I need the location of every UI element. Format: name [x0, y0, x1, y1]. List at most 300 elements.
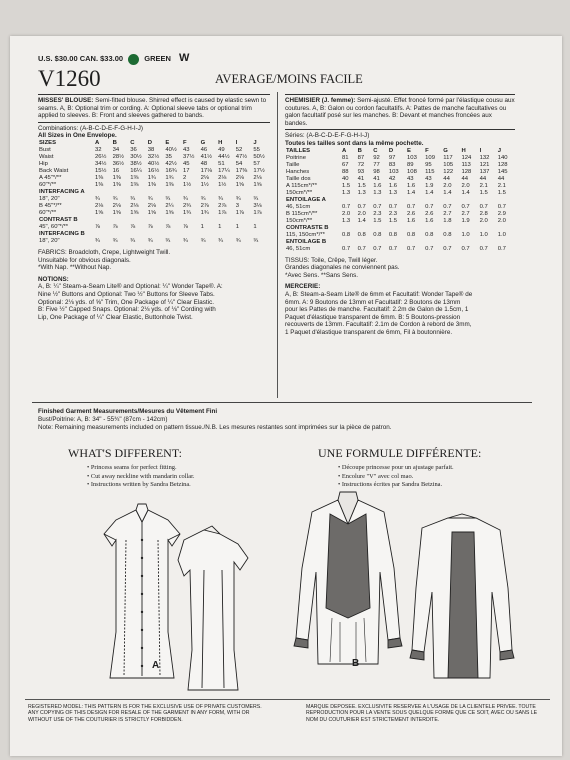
notions-line: A, B: ¼" Steam-a-Seam Lite® and Optional: ¼" Wonder Tape®. A: [38, 283, 223, 291]
table-cell: 2.0 [497, 217, 506, 224]
table-cell: 145 [497, 168, 508, 175]
table-cell: C [373, 147, 378, 154]
table-cell: 2¾ [182, 202, 192, 209]
fabrics-line: FABRICS: Broadcloth, Crepe, Lightweight Twill. [38, 248, 171, 256]
table-cell: 1½ [200, 181, 209, 188]
view-b-blouse-illustration [272, 488, 522, 696]
table-cell: ¾ [218, 237, 224, 244]
yardage-row [38, 196, 270, 203]
table-cell: 1½ [218, 181, 227, 188]
envelope-note: All Sizes in One Envelope. [38, 132, 117, 140]
table-cell: 109 [425, 154, 435, 161]
table-cell: 1⅜ [95, 174, 104, 181]
view-a-label: A [152, 660, 160, 671]
table-cell: 30½ [130, 153, 142, 160]
notions-line: pour les Pattes de manche. Facultatif: 2.2m de Galon de 1.5cm, 1 [285, 306, 469, 314]
table-cell: 43 [407, 175, 414, 182]
table-cell: 43 [425, 175, 432, 182]
table-cell: 2⅛ [218, 174, 227, 181]
section-heading-row [38, 217, 270, 224]
table-cell: 0.7 [357, 203, 366, 210]
table-cell: 1.9 [461, 217, 470, 224]
table-cell: 2.6 [407, 210, 416, 217]
description [285, 97, 515, 127]
table-cell: J [497, 147, 501, 154]
row-label: Taille [286, 161, 300, 168]
row-label: Poitrine [286, 154, 306, 161]
bullet-item: • Cut away neckline with mandarin collar. [87, 472, 195, 480]
series: Séries: (A-B-C-D-E-F-G-H-I-J) [285, 132, 370, 140]
section-heading: CONTRAST B [39, 216, 78, 223]
table-cell: 41 [373, 175, 380, 182]
table-cell: 122 [443, 168, 454, 175]
table-cell: 1½ [182, 181, 192, 188]
table-cell: 0.7 [461, 203, 470, 210]
table-cell: A [342, 147, 347, 154]
yardage-row [285, 218, 515, 225]
table-cell: A [95, 139, 100, 146]
measurement-row [285, 176, 515, 183]
fabrics-line: Unsuitable for obvious diagonals. [38, 256, 131, 264]
table-cell: ¾ [130, 237, 136, 244]
table-cell: H [461, 147, 466, 154]
section-heading-row [285, 225, 515, 232]
table-cell: 113 [461, 161, 471, 168]
measurement-row [38, 154, 270, 161]
notions-line: 6mm. A: 9 Boutons de 13mm et Facultatif: 2 Boutons de 13mm [285, 298, 461, 306]
table-cell: 41½ [200, 153, 213, 160]
table-cell: 40½ [165, 146, 177, 153]
notions-line: A, B: Steam-a-Seam Lite® de 6mm et Facultatif: Wonder Tape® de [285, 290, 473, 298]
section-heading-row [38, 189, 270, 196]
fabrics [38, 249, 270, 272]
table-cell: ¾ [147, 237, 153, 244]
measurement-row [285, 162, 515, 169]
table-cell: 38½ [130, 160, 142, 167]
table-cell: 0.8 [388, 231, 398, 238]
table-cell: 1⅜ [147, 181, 156, 188]
price-line [38, 52, 189, 65]
table-cell: 103 [407, 154, 417, 161]
row-label: 46, 51cm [286, 203, 311, 210]
table-cell: 1⅞ [235, 209, 244, 216]
table-cell: ⅞ [147, 223, 153, 230]
table-cell: 46 [200, 146, 208, 153]
yardage-row [285, 204, 515, 211]
table-cell: 35 [165, 153, 172, 160]
table-cell: 2.7 [443, 210, 452, 217]
table-cell: 88 [342, 168, 349, 175]
table-cell: 17¼ [218, 167, 230, 174]
table-cell: 1.6 [425, 217, 434, 224]
table-cell: 1.5 [357, 182, 366, 189]
table-cell: B [112, 139, 117, 146]
table-cell: 0.7 [425, 203, 434, 210]
yardage-row [285, 190, 515, 197]
table-cell: 2.1 [497, 182, 506, 189]
table-cell: 2¼ [165, 202, 174, 209]
table-cell: 1⅝ [147, 209, 156, 216]
divider [38, 94, 270, 95]
yardage-row [38, 175, 270, 182]
yardage-row [285, 246, 515, 253]
table-cell: 2.0 [342, 210, 351, 217]
table-cell: ⅞ [165, 223, 171, 230]
table-cell: 2.6 [425, 210, 434, 217]
table-cell: ⅞ [182, 223, 188, 230]
table-cell: 2.1 [479, 182, 488, 189]
table-cell: 2.0 [479, 217, 488, 224]
row-label: 60"*/** [39, 181, 57, 188]
table-cell: 1 [253, 223, 257, 230]
divider [285, 129, 515, 130]
table-cell: E [165, 139, 170, 146]
table-cell: 1.3 [342, 189, 351, 196]
table-cell: 2.3 [388, 210, 398, 217]
table-cell: I [479, 147, 482, 154]
table-cell: F [182, 139, 187, 146]
table-cell: ¾ [182, 195, 188, 202]
table-cell: 42 [388, 175, 396, 182]
table-cell: 0.7 [497, 203, 506, 210]
table-cell: 1 [235, 223, 240, 230]
table-cell: 0.7 [373, 245, 382, 252]
table-cell: 52 [235, 146, 243, 153]
table-cell: 121 [479, 161, 490, 168]
table-cell: ¾ [165, 237, 171, 244]
notions-line: recouverts de 13mm. Facultatif: 2.1m de Cordon à rebord de 3mm, [285, 321, 472, 329]
table-cell: 47½ [235, 153, 248, 160]
table-cell: ⅞ [130, 223, 136, 230]
table-cell: 1¾ [147, 174, 156, 181]
table-cell: 108 [407, 168, 417, 175]
row-label: Hip [39, 160, 48, 167]
table-cell: 40 [342, 175, 349, 182]
table-cell: 0.7 [373, 203, 382, 210]
table-cell: 1⅜ [130, 174, 139, 181]
table-cell: 0.7 [342, 203, 351, 210]
row-label: Taille dos [286, 175, 311, 182]
table-cell: 44 [461, 175, 468, 182]
table-cell: 0.8 [373, 231, 382, 238]
view-b-label: B [352, 658, 360, 669]
table-cell: E [407, 147, 411, 154]
table-cell: 1¾ [165, 174, 174, 181]
table-cell: 2⅞ [218, 202, 227, 209]
table-cell: 1.4 [407, 189, 416, 196]
formule-list [338, 464, 454, 490]
table-cell: 1.6 [407, 182, 416, 189]
table-cell: 1.3 [357, 189, 366, 196]
table-cell: 48 [200, 160, 208, 167]
fabrics-line: *With Nap. **Without Nap. [38, 264, 112, 272]
table-cell: 1.9 [425, 182, 434, 189]
table-cell: 17⅜ [235, 167, 248, 174]
finished-measurements [38, 408, 518, 431]
table-cell: 1⅜ [165, 181, 174, 188]
section-heading: ENTOILAGE A [286, 196, 326, 203]
table-cell: 0.8 [407, 231, 416, 238]
table-cell: 77 [373, 161, 380, 168]
measurement-row [38, 161, 270, 168]
table-cell: H [218, 139, 223, 146]
table-cell: 1.5 [388, 217, 398, 224]
table-cell: G [200, 139, 206, 146]
table-cell: 1.0 [461, 231, 470, 238]
table-cell: 1⅜ [112, 174, 121, 181]
table-cell: 72 [357, 161, 365, 168]
notions-title: MERCERIE: [285, 283, 321, 291]
table-cell: 57 [253, 160, 260, 167]
table-cell: 1 [218, 223, 222, 230]
table-cell: 128 [497, 161, 508, 168]
measurement-row [285, 155, 515, 162]
table-cell: 0.8 [425, 231, 434, 238]
table-cell: 44 [443, 175, 450, 182]
table-cell: 26½ [95, 153, 107, 160]
size-table [38, 140, 270, 245]
row-label: A 45"*/** [39, 174, 62, 181]
fabrics [285, 257, 515, 280]
pattern-number: V1260 [38, 66, 101, 91]
bullet-item: • Instructions written by Sandra Betzina. [87, 481, 191, 488]
table-cell: 1.4 [425, 189, 434, 196]
table-cell: 1.5 [497, 189, 506, 196]
table-cell: 1.5 [479, 189, 488, 196]
table-cell: ¾ [253, 237, 259, 244]
row-label: SIZES [39, 139, 57, 146]
yardage-row [38, 224, 270, 231]
table-cell: 17⅛ [200, 167, 213, 174]
yardage-row [38, 182, 270, 189]
table-cell: 1⅞ [218, 209, 227, 216]
section-heading: INTERFACING A [39, 188, 85, 195]
table-cell: 0.8 [443, 231, 452, 238]
table-cell: 16½ [147, 167, 160, 174]
table-cell: ¾ [130, 195, 136, 202]
table-cell: 1.3 [342, 217, 351, 224]
notions [285, 283, 515, 336]
row-label: 60"*/** [39, 209, 57, 216]
table-cell: 128 [461, 168, 472, 175]
yardage-row [285, 232, 515, 239]
table-cell: 50½ [253, 153, 265, 160]
table-cell: 36½ [112, 160, 125, 167]
footer-english: REGISTERED MODEL: THIS PATTERN IS FOR THE EXCLUSIVE USE OF PRIVATE CUSTOMERS. ANY COPYING OF THIS DESIGN FOR RESALE OF THE GARMENT IN ANY FORM, WITH OR WITHOUT USE OF THE COUTURIER IS STRICTLY FORBIDDEN. [28, 704, 262, 723]
table-cell: 0.7 [425, 245, 434, 252]
row-label: Bust [39, 146, 51, 153]
row-label: Waist [39, 153, 54, 160]
table-cell: 89 [407, 161, 414, 168]
table-cell: ¾ [253, 195, 259, 202]
bullet-item: • Découpe princesse pour un ajustage parfait. [338, 464, 454, 471]
table-cell: I [235, 139, 238, 146]
fabrics-line: Grandes diagonales ne conviennent pas. [285, 264, 400, 272]
table-cell: 1.0 [497, 231, 506, 238]
table-cell: 0.8 [342, 231, 351, 238]
table-cell: 44½ [218, 153, 230, 160]
notions [38, 276, 270, 322]
table-cell: 1.0 [479, 231, 488, 238]
table-cell: 2.0 [443, 182, 452, 189]
table-cell: 32 [95, 146, 102, 153]
table-cell: ¾ [200, 237, 206, 244]
difficulty-level: AVERAGE/MOINS FACILE [215, 72, 363, 86]
table-cell: 1⅝ [253, 181, 262, 188]
table-cell: 0.7 [461, 245, 470, 252]
measurement-row [38, 147, 270, 154]
table-cell: 0.7 [479, 203, 488, 210]
envelope-note: Toutes les tailles sont dans la même pochette. [285, 139, 424, 147]
row-label: B 115cm*/** [286, 210, 318, 217]
table-cell: 1⅝ [165, 209, 174, 216]
table-cell: C [130, 139, 135, 146]
table-cell: J [253, 139, 257, 146]
row-label: 115, 150cm*/** [286, 231, 325, 238]
table-cell: 49 [218, 146, 225, 153]
bullet-item: • Instructions écrites par Sandra Betzina. [338, 481, 443, 488]
row-label: 46, 51cm [286, 245, 311, 252]
section-heading-row [38, 231, 270, 238]
notions-line: 1 Paquet d'élastique transparent de 6mm, Fil à boutonnière. [285, 328, 453, 336]
table-cell: 3⅛ [253, 202, 262, 209]
table-cell: 16 [112, 167, 120, 174]
table-cell: 1.6 [407, 217, 416, 224]
row-label: Hanches [286, 168, 310, 175]
section-divider [32, 402, 532, 403]
table-cell: 17 [182, 167, 190, 174]
row-label: A 115cm*/** [286, 182, 317, 189]
table-cell: ¾ [147, 195, 153, 202]
table-cell: 37½ [182, 153, 195, 160]
table-cell: 16¼ [130, 167, 142, 174]
section-heading: INTERFACING B [39, 230, 85, 237]
table-cell: 32½ [147, 153, 160, 160]
table-cell: 67 [342, 161, 349, 168]
table-cell: 2⅛ [130, 202, 139, 209]
table-cell: 17½ [253, 167, 265, 174]
table-cell: 34½ [95, 160, 107, 167]
yardage-row [38, 203, 270, 210]
footer-french: MARQUE DEPOSEE. EXCLUSIVITE RESERVEE A L'USAGE DE LA CLIENTELE PRIVEE. TOUTE REPRODUCTION POUR LA VENTE SOUS QUELQUE FORME QUE CE SOIT, AVEC OU SANS LE NOM DU COUTURIER EST STRICTEMENT INTERDITE. [306, 704, 538, 723]
table-cell: 137 [479, 168, 490, 175]
table-cell: 1.4 [443, 189, 452, 196]
table-cell: 41 [357, 175, 365, 182]
description-text: Semi-fitted blouse. Shirred effect is caused by elastic sewn to seams. A, B: Optional trim or cording. A: Optional sleeve tabs or optional trim applied to sleeves. B: Front and sleeves gathered to bands. [38, 97, 267, 120]
table-cell: ¾ [235, 237, 241, 244]
table-cell: ¾ [200, 195, 206, 202]
section-heading-row [285, 197, 515, 204]
row-label: 18", 20" [39, 195, 60, 202]
table-cell: 0.7 [497, 245, 506, 252]
table-cell: ¾ [165, 195, 171, 202]
table-cell: ¾ [235, 195, 241, 202]
table-cell: 34 [112, 146, 120, 153]
description [38, 97, 270, 120]
table-cell: 1.3 [373, 189, 382, 196]
table-cell: 55 [253, 146, 260, 153]
table-cell: 0.7 [357, 245, 366, 252]
size-header-row [38, 140, 270, 147]
table-cell: 1⅜ [130, 181, 139, 188]
table-cell: 97 [388, 154, 396, 161]
table-cell: 1⅜ [95, 181, 104, 188]
table-cell: 1.4 [461, 189, 470, 196]
finished-title: Finished Garment Measurements/Mesures du Vêtement Fini [38, 408, 218, 415]
table-cell: 2⅛ [200, 174, 209, 181]
table-cell: D [147, 139, 153, 146]
row-label: 150cm*/** [286, 217, 313, 224]
table-cell: 1¾ [182, 209, 192, 216]
table-cell: ¾ [95, 195, 100, 202]
table-cell: 40½ [147, 160, 160, 167]
table-cell: 0.7 [479, 245, 488, 252]
fabrics-line: *Avec Sens. **Sans Sens. [285, 271, 359, 279]
table-cell: 105 [443, 161, 454, 168]
table-cell: 117 [443, 154, 453, 161]
table-cell: 44 [497, 175, 505, 182]
whats-different-title: WHAT'S DIFFERENT: [68, 446, 182, 460]
column-divider [277, 92, 278, 398]
table-cell: 28½ [112, 153, 125, 160]
row-label: Back Waist [39, 167, 69, 174]
table-cell: 1.5 [342, 182, 351, 189]
table-cell: ¾ [218, 195, 224, 202]
table-cell: 0.7 [342, 245, 351, 252]
formule-title: UNE FORMULE DIFFÉRENTE: [318, 446, 482, 460]
color-label: GREEN [144, 54, 171, 63]
measurement-row [285, 169, 515, 176]
table-cell: 54 [235, 160, 243, 167]
finished-note: Note: Remaining measurements included on pattern tissue./N.B. Les mesures restantes sont imprimées sur la pièce de patron. [38, 423, 392, 431]
notions-line: B: Five ½" Capped Snaps. Optional: 2⅛ yds. of ⅛" Cording with [38, 306, 216, 314]
table-cell: 42½ [165, 160, 177, 167]
table-cell: 2⅞ [200, 202, 209, 209]
table-cell: 132 [479, 154, 490, 161]
table-cell: 1⅜ [112, 181, 121, 188]
size-header-row [285, 148, 515, 155]
table-cell: 2⅛ [95, 202, 104, 209]
table-cell: 1¾ [200, 209, 209, 216]
row-label: TAILLES [286, 147, 311, 154]
table-cell: ¾ [182, 237, 188, 244]
table-cell: 51 [218, 160, 225, 167]
table-cell: ⅞ [112, 223, 118, 230]
table-cell: F [425, 147, 429, 154]
green-dot-icon [128, 54, 139, 65]
table-cell: 16¾ [165, 167, 177, 174]
table-cell: 92 [373, 154, 380, 161]
table-cell: 2.0 [461, 182, 470, 189]
table-cell: 1.4 [357, 217, 366, 224]
whats-different-list [87, 464, 194, 490]
table-cell: 1.5 [373, 217, 382, 224]
table-cell: B [357, 147, 362, 154]
table-cell: 83 [388, 161, 396, 168]
table-cell: ⅞ [95, 223, 100, 230]
table-cell: 81 [342, 154, 349, 161]
table-cell: 1.6 [373, 182, 382, 189]
notions-line: Paquet d'élastique transparent de 6mm. B: 5 Boutons-pression [285, 313, 461, 321]
row-label: B 45"*/** [39, 202, 62, 209]
table-cell: 87 [357, 154, 365, 161]
table-cell: 43 [182, 146, 190, 153]
yardage-row [38, 210, 270, 217]
table-cell: 2.3 [373, 210, 382, 217]
row-label: 18", 20" [39, 237, 60, 244]
table-cell: 45 [182, 160, 190, 167]
table-cell: 1.8 [443, 217, 452, 224]
